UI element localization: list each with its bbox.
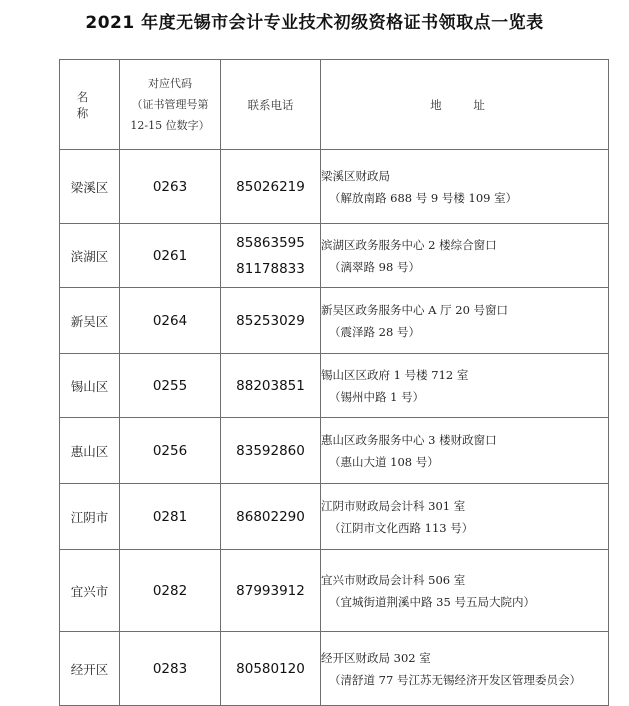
address-street: （锡州中路 1 号） bbox=[329, 389, 425, 404]
address-office: 江阴市财政局会计科 301 室 bbox=[321, 498, 466, 513]
phone-number: 85026219 bbox=[236, 178, 305, 195]
phone-number: 83592860 bbox=[236, 442, 305, 459]
address-street: （解放南路 688 号 9 号楼 109 室） bbox=[329, 190, 518, 205]
district-name: 滨湖区 bbox=[60, 224, 120, 288]
table-row bbox=[60, 418, 609, 484]
table-row bbox=[60, 224, 609, 288]
phone-cell bbox=[221, 484, 321, 550]
address-street: （宜城街道荆溪中路 35 号五局大院内） bbox=[329, 594, 535, 609]
header-row bbox=[60, 60, 609, 150]
address-cell bbox=[321, 224, 609, 288]
address-cell bbox=[321, 632, 609, 706]
phone-cell bbox=[221, 150, 321, 224]
phone-number: 87993912 bbox=[236, 582, 305, 599]
address-street: （震泽路 28 号） bbox=[329, 324, 420, 339]
address-office: 滨湖区政务服务中心 2 楼综合窗口 bbox=[321, 237, 497, 252]
address-street: （漓翠路 98 号） bbox=[329, 259, 420, 274]
district-code: 0281 bbox=[120, 484, 221, 550]
address-office: 惠山区政务服务中心 3 楼财政窗口 bbox=[321, 432, 497, 447]
header-code-line2: （证书管理号第 bbox=[131, 98, 209, 111]
phone-number: 85863595 bbox=[236, 234, 305, 251]
district-code: 0283 bbox=[120, 632, 221, 706]
phone-number: 81178833 bbox=[236, 260, 305, 277]
header-code-line3: 12-15 位数字） bbox=[130, 119, 210, 132]
district-name: 锡山区 bbox=[60, 354, 120, 418]
address-cell bbox=[321, 150, 609, 224]
address-office: 锡山区区政府 1 号楼 712 室 bbox=[321, 367, 469, 382]
header-code-line1: 对应代码 bbox=[148, 77, 192, 90]
district-code: 0282 bbox=[120, 550, 221, 632]
district-code: 0263 bbox=[120, 150, 221, 224]
table-row bbox=[60, 150, 609, 224]
header-address: 地 址 bbox=[321, 60, 609, 150]
district-code: 0256 bbox=[120, 418, 221, 484]
address-cell bbox=[321, 484, 609, 550]
address-street: （清舒道 77 号江苏无锡经济开发区管理委员会） bbox=[329, 672, 581, 687]
address-cell bbox=[321, 550, 609, 632]
phone-number: 80580120 bbox=[236, 660, 305, 677]
district-name: 江阴市 bbox=[60, 484, 120, 550]
district-name: 惠山区 bbox=[60, 418, 120, 484]
phone-number: 88203851 bbox=[236, 377, 305, 394]
phone-cell bbox=[221, 354, 321, 418]
address-office: 新吴区政务服务中心 A 厅 20 号窗口 bbox=[321, 302, 509, 317]
phone-number: 86802290 bbox=[236, 508, 305, 525]
district-code: 0255 bbox=[120, 354, 221, 418]
phone-cell bbox=[221, 418, 321, 484]
district-name: 宜兴市 bbox=[60, 550, 120, 632]
address-office: 经开区财政局 302 室 bbox=[321, 650, 431, 665]
address-cell bbox=[321, 418, 609, 484]
certificate-pickup-table bbox=[59, 59, 609, 706]
district-code: 0264 bbox=[120, 288, 221, 354]
header-code bbox=[120, 60, 221, 150]
address-cell bbox=[321, 354, 609, 418]
phone-cell bbox=[221, 550, 321, 632]
address-office: 梁溪区财政局 bbox=[321, 168, 390, 183]
district-name: 梁溪区 bbox=[60, 150, 120, 224]
table-row bbox=[60, 288, 609, 354]
phone-number: 85253029 bbox=[236, 312, 305, 329]
table-row bbox=[60, 632, 609, 706]
address-cell bbox=[321, 288, 609, 354]
phone-cell bbox=[221, 632, 321, 706]
header-name: 名 称 bbox=[60, 60, 120, 150]
table-row bbox=[60, 484, 609, 550]
table-row bbox=[60, 354, 609, 418]
district-code: 0261 bbox=[120, 224, 221, 288]
page-title: 2021 年度无锡市会计专业技术初级资格证书领取点一览表 bbox=[85, 13, 544, 33]
address-street: （江阴市文化西路 113 号） bbox=[329, 520, 474, 535]
district-name: 新吴区 bbox=[60, 288, 120, 354]
district-name: 经开区 bbox=[60, 632, 120, 706]
header-phone: 联系电话 bbox=[221, 60, 321, 150]
address-street: （惠山大道 108 号） bbox=[329, 454, 439, 469]
phone-cell bbox=[221, 288, 321, 354]
phone-cell bbox=[221, 224, 321, 288]
table-row bbox=[60, 550, 609, 632]
address-office: 宜兴市财政局会计科 506 室 bbox=[321, 572, 466, 587]
